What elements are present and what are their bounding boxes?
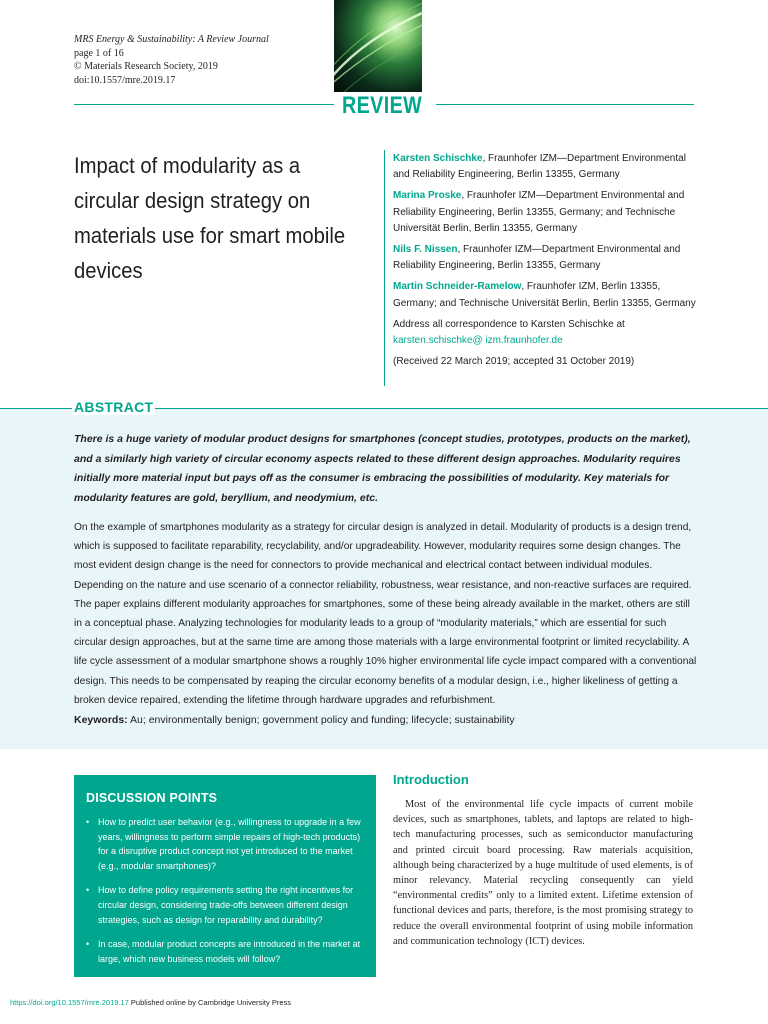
discussion-point: • In case, modular product concepts are introduced in the market at large, which new business models will follow?	[86, 937, 368, 966]
author-affiliation: , Fraunhofer IZM—Department Environmental and Reliability Engineering, Berlin 13355, Germany	[393, 153, 686, 181]
footer-publisher: Published online by Cambridge University Press	[128, 998, 292, 1007]
discussion-heading: DISCUSSION POINTS	[86, 791, 218, 805]
article-doi: doi:10.1557/mre.2019.17	[74, 74, 176, 86]
introduction-heading: Introduction	[393, 772, 469, 787]
discussion-point: • How to define policy requirements setting the right incentives for circular design, considering trade-offs between different design strategies, such as design for reparability and durability?	[86, 883, 368, 927]
keywords-label: Keywords:	[74, 714, 128, 726]
abstract-heading: ABSTRACT	[74, 399, 154, 415]
section-label: REVIEW	[342, 92, 423, 119]
author-name[interactable]: Nils F. Nissen	[393, 244, 458, 256]
author-entry	[393, 151, 698, 183]
abstract-body: On the example of smartphones modularity as a strategy for circular design is analyzed in detail. Modularity of products is a design trend, which is supposed to facilitate reparability, recyclability, and/or upgradeability. However, modularity requires some design changes. The most evident design change is the need for connectors to provide mechanical and electrical contact between individual modules. Depending on the nature and use scenario of a connector reliability, robustness, wear resistance, and non-reactive surfaces are required. The paper explains different modularity approaches for smartphones, some of these being already available in the market, others are still in a conceptual phase. Analyzing technologies for modularity leads to a group of “modularity materials,” which are essential for such circular design approaches, but at the same time are among those materials with a large environmental footprint or limited recyclability. A life cycle assessment of a modular smartphone shows a roughly 10% higher environmental life cycle impact compared with a conventional design. This needs to be compensated by reaping the circular economy benefits of a modular design, i.e., higher likeliness of getting a broken device repaired, extending the lifetime through hardware upgrades and refurbishment.	[74, 522, 697, 706]
correspondence	[393, 317, 698, 349]
page-footer	[10, 998, 291, 1007]
author-name[interactable]: Martin Schneider-Ramelow	[393, 281, 522, 293]
footer-doi-link[interactable]: https://doi.org/10.1557/mre.2019.17	[10, 998, 129, 1007]
abstract-lead: There is a huge variety of modular product designs for smartphones (concept studies, prototypes, products on the market), and a similarly high variety of circular economy aspects related to these different design approaches. Modularity requires initially more material input but pays off as the consumer is embracing the possibilities of modularity. Key materials for modularity features are gold, beryllium, and neodymium, etc.	[74, 433, 691, 504]
author-name[interactable]: Marina Proske	[393, 190, 462, 202]
author-affiliation: , Fraunhofer IZM—Department Environmental and Reliability Engineering, Berlin 13355, Germany; and Technische Universität Berlin, Berlin 13355, Germany	[393, 190, 685, 234]
cover-swirl-graphic	[334, 0, 422, 92]
author-entry	[393, 188, 698, 237]
discussion-list	[86, 815, 368, 976]
introduction-text: Most of the environmental life cycle impacts of current mobile devices, such as smartphones, tablets, and laptops are related to high-tech manufacturing processes, such as semiconductor manufacturing and printed circuit board processing. Raw materials acquisition, although being characterized by a huge multitude of used elements, is of minor relevancy. Material recycling consequently can yield “environmental credits” only to a limited extent. Lifetime extension of functional devices and parts, therefore, is the most promising strategy to reduce the overall environmental footprint of using mobile information and communication technology (ICT) devices.	[393, 799, 693, 947]
review-rule-right	[436, 104, 694, 105]
keywords	[74, 714, 699, 726]
journal-meta	[74, 33, 334, 87]
author-affiliation: , Fraunhofer IZM—Department Environmental and Reliability Engineering, Berlin 13355, Germany	[393, 244, 681, 272]
page-number: page 1 of 16	[74, 47, 124, 59]
author-affiliation: , Fraunhofer IZM, Berlin 13355, Germany; and Technische Universität Berlin, Berlin 13355, Germany	[393, 281, 696, 309]
discussion-point: • How to predict user behavior (e.g., willingness to upgrade in a few years, willingness to perform simple repairs of high-tech products) for a disruptive product concept not yet introduced to the market (e.g., modular smartphones)?	[86, 815, 368, 873]
correspondence-email-link[interactable]: karsten.schischke@ izm.fraunhofer.de	[393, 335, 563, 347]
article-title: Impact of modularity as a circular design strategy on materials use for smart mobile devices	[74, 153, 346, 283]
keywords-list: Au; environmentally benign; government policy and funding; lifecycle; sustainability	[127, 714, 515, 726]
received-dates: (Received 22 March 2019; accepted 31 October 2019)	[393, 356, 635, 368]
discussion-points-box	[74, 775, 376, 977]
title-divider	[384, 150, 385, 386]
author-name[interactable]: Karsten Schischke	[393, 153, 483, 164]
author-block	[393, 151, 698, 375]
journal-cover-image	[334, 0, 422, 92]
journal-name: MRS Energy & Sustainability: A Review Journal	[74, 34, 269, 45]
copyright: © Materials Research Society, 2019	[74, 61, 218, 72]
author-entry	[393, 242, 698, 274]
review-rule-left	[74, 104, 334, 105]
correspondence-text: Address all correspondence to Karsten Schischke at	[393, 318, 625, 330]
author-entry	[393, 279, 698, 311]
